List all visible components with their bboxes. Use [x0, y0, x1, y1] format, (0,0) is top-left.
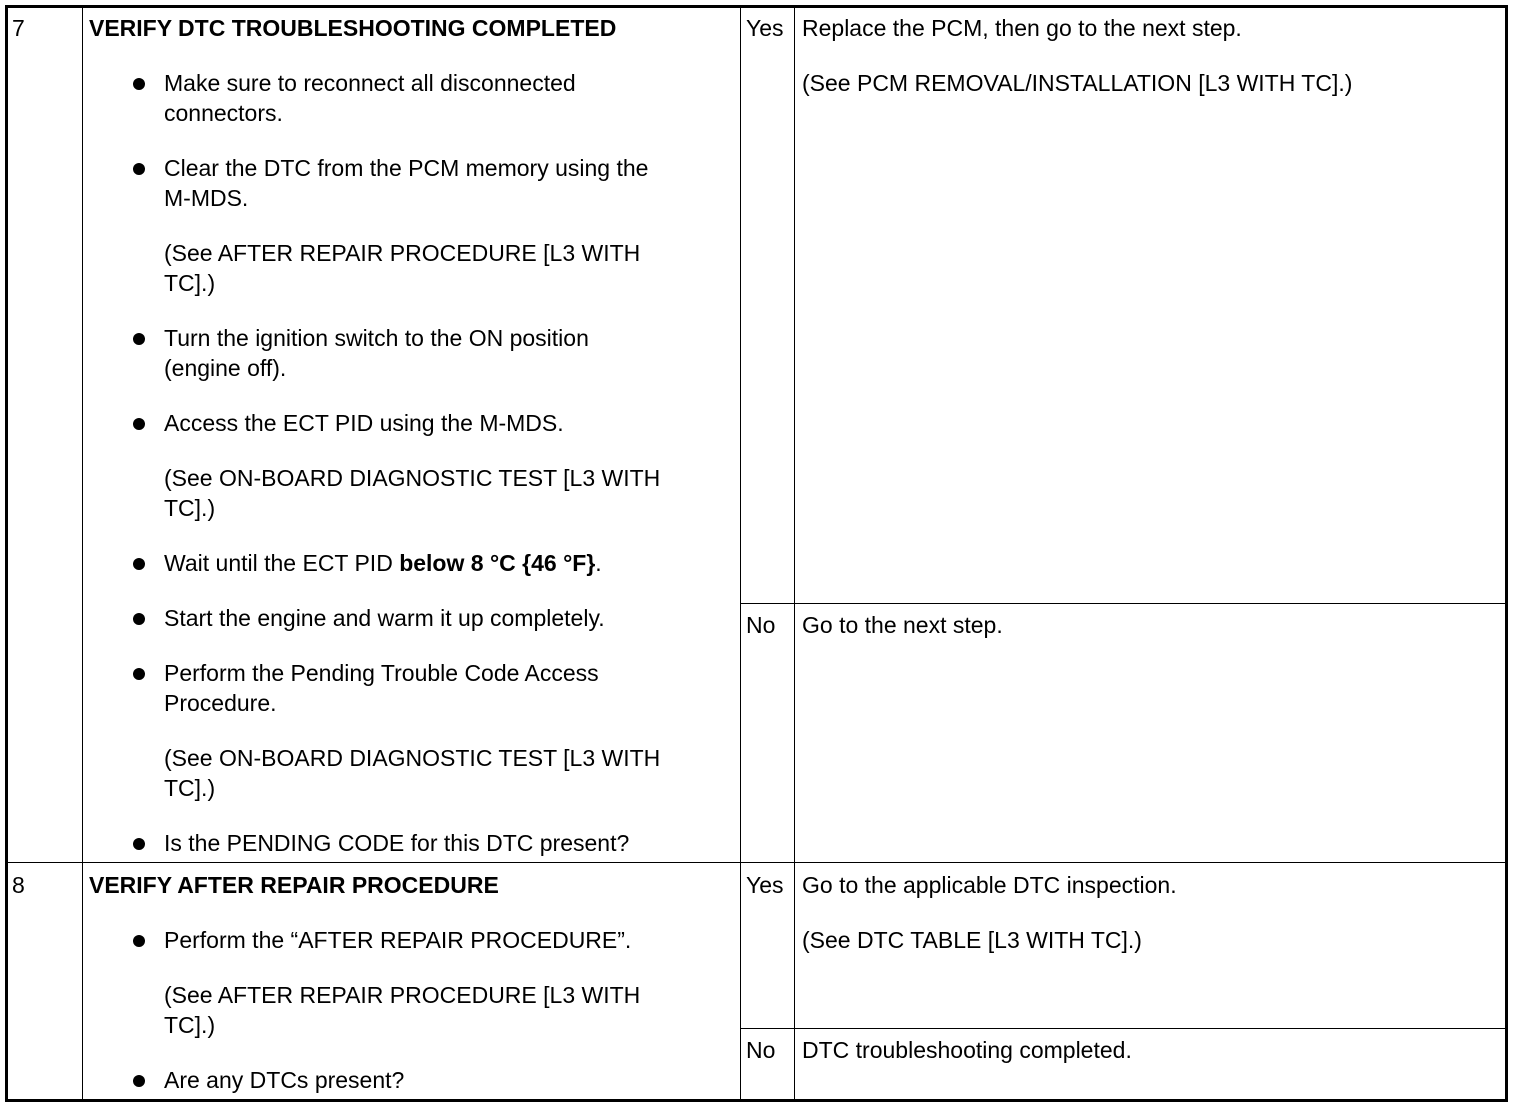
reference-text: TC].): [164, 775, 216, 801]
answer-yes-reference: (See DTC TABLE [L3 WITH TC].): [802, 927, 1142, 953]
column-divider-action: [794, 7, 795, 1101]
row-divider-step-8-yes-no: [740, 1028, 1507, 1029]
answer-no-label: No: [746, 1037, 776, 1063]
bullet-icon: [133, 838, 145, 850]
reference-text: (See ON-BOARD DIAGNOSTIC TEST [L3 WITH: [164, 465, 661, 491]
bullet-icon: [133, 78, 145, 90]
bullet-icon: [133, 418, 145, 430]
instruction-text: connectors.: [164, 100, 283, 126]
answer-no-action: Go to the next step.: [802, 612, 1003, 638]
instruction-text: Make sure to reconnect all disconnected: [164, 70, 576, 96]
step-title: VERIFY AFTER REPAIR PROCEDURE: [89, 872, 499, 898]
step-title: VERIFY DTC TROUBLESHOOTING COMPLETED: [89, 15, 617, 41]
answer-no-action: DTC troubleshooting completed.: [802, 1037, 1132, 1063]
step-number: 8: [12, 872, 25, 898]
instruction-text: Are any DTCs present?: [164, 1067, 405, 1093]
instruction-text: [164, 548, 602, 578]
reference-text: TC].): [164, 270, 216, 296]
bullet-icon: [133, 935, 145, 947]
instruction-text: Access the ECT PID using the M-MDS.: [164, 410, 564, 436]
instruction-text-suffix: .: [595, 550, 602, 576]
reference-text: (See AFTER REPAIR PROCEDURE [L3 WITH: [164, 982, 641, 1008]
instruction-text: Start the engine and warm it up completely.: [164, 605, 605, 631]
reference-text: (See AFTER REPAIR PROCEDURE [L3 WITH: [164, 240, 641, 266]
answer-yes-action: Replace the PCM, then go to the next step.: [802, 15, 1242, 41]
instruction-text: Perform the Pending Trouble Code Access: [164, 660, 599, 686]
answer-yes-reference: (See PCM REMOVAL/INSTALLATION [L3 WITH TC].): [802, 70, 1353, 96]
instruction-text-prefix: Wait until the ECT PID: [164, 550, 400, 576]
reference-text: TC].): [164, 495, 216, 521]
column-divider-number: [82, 7, 83, 1101]
answer-no-label: No: [746, 612, 776, 638]
bullet-icon: [133, 613, 145, 625]
instruction-text: Perform the “AFTER REPAIR PROCEDURE”.: [164, 927, 632, 953]
row-divider-step-7-8: [7, 862, 1507, 863]
column-divider-answer: [740, 7, 741, 1101]
instruction-text: Is the PENDING CODE for this DTC present?: [164, 830, 630, 856]
bullet-icon: [133, 1075, 145, 1087]
bullet-icon: [133, 668, 145, 680]
instruction-text: Clear the DTC from the PCM memory using the: [164, 155, 649, 181]
step-number: 7: [12, 15, 25, 41]
row-divider-step-7-yes-no: [740, 603, 1507, 604]
reference-text: (See ON-BOARD DIAGNOSTIC TEST [L3 WITH: [164, 745, 661, 771]
temperature-threshold: below 8 °C {46 °F}: [399, 550, 596, 576]
answer-yes-action: Go to the applicable DTC inspection.: [802, 872, 1177, 898]
answer-yes-label: Yes: [746, 872, 784, 898]
bullet-icon: [133, 163, 145, 175]
instruction-text: M-MDS.: [164, 185, 249, 211]
instruction-text: (engine off).: [164, 355, 287, 381]
answer-yes-label: Yes: [746, 15, 784, 41]
bullet-icon: [133, 558, 145, 570]
instruction-text: Procedure.: [164, 690, 277, 716]
bullet-icon: [133, 333, 145, 345]
instruction-text: Turn the ignition switch to the ON position: [164, 325, 589, 351]
reference-text: TC].): [164, 1012, 216, 1038]
